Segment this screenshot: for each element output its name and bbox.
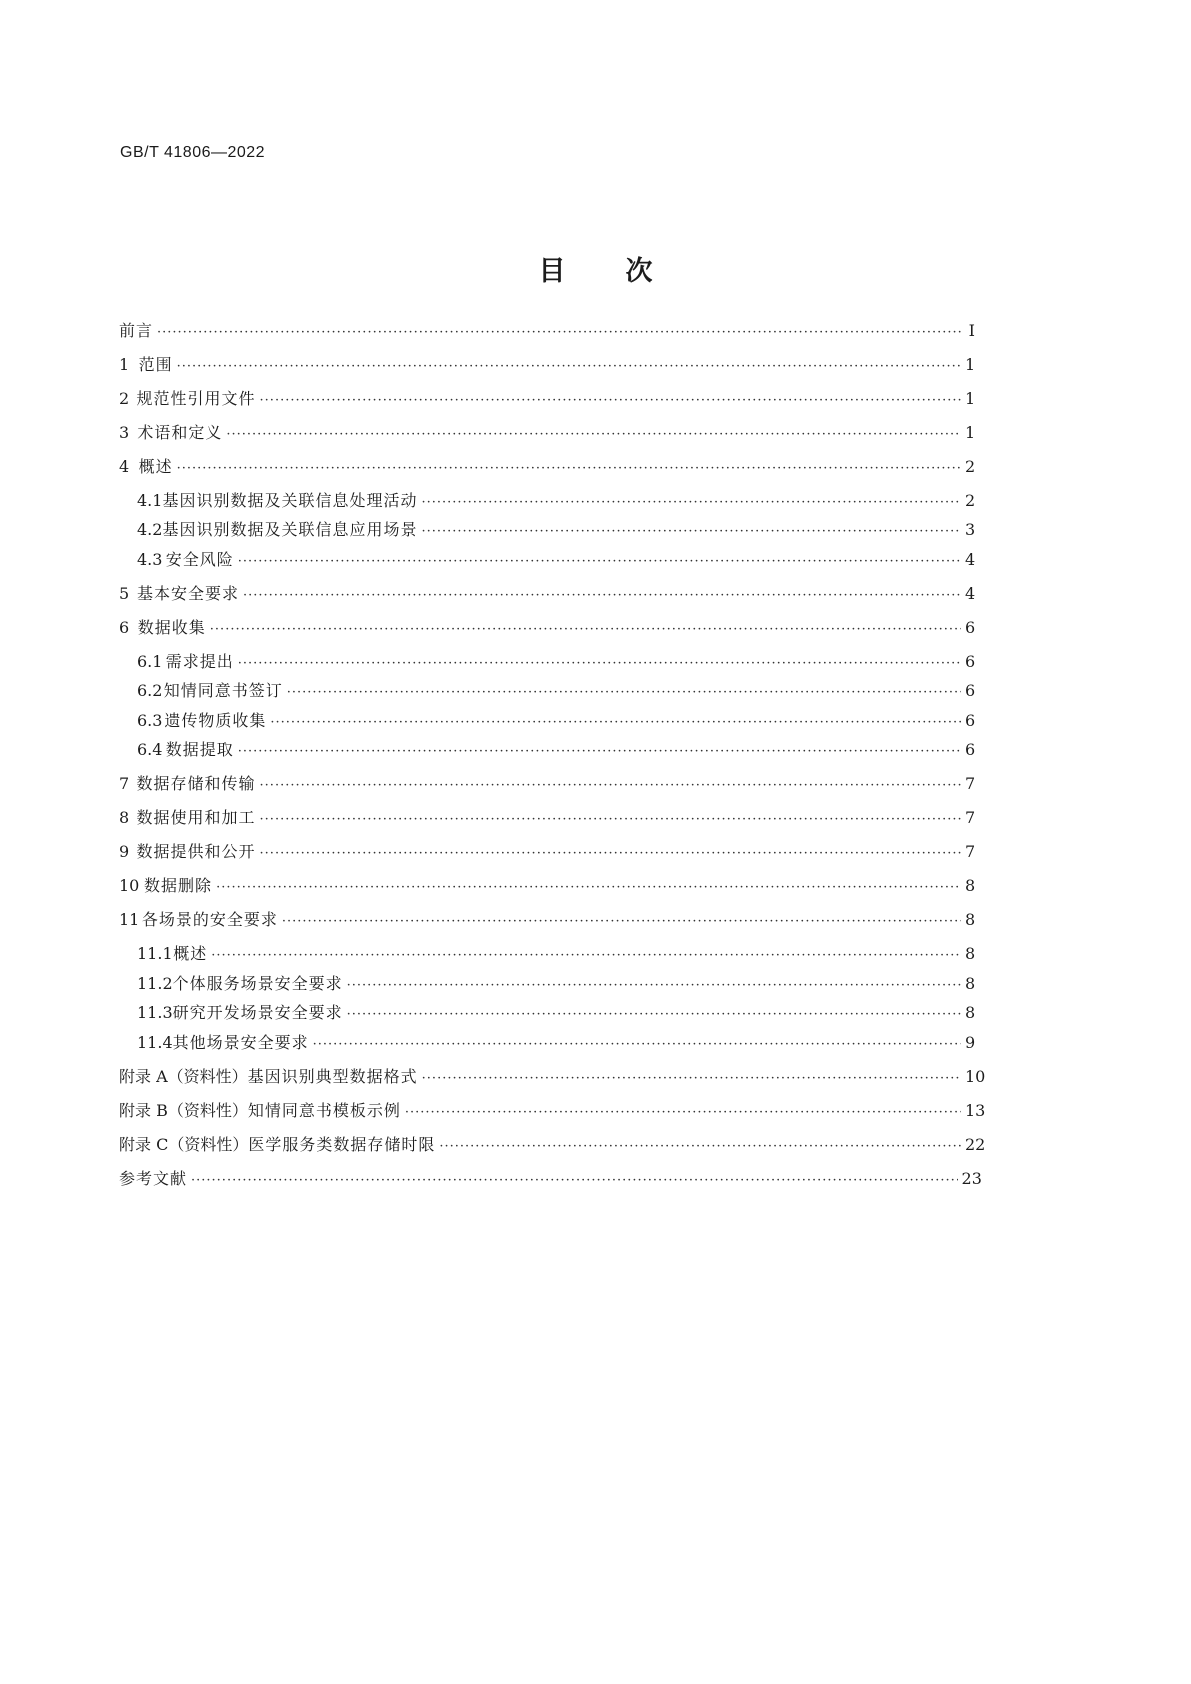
- toc-entry-label: 规范性引用文件: [136, 389, 256, 408]
- toc-entry-page: 3: [965, 520, 976, 539]
- toc-leader-dots: [270, 712, 961, 734]
- toc-entry-number: 7: [119, 774, 130, 793]
- toc-entry-appendix-b[interactable]: [119, 1100, 986, 1122]
- toc-entry-number: 8: [119, 808, 130, 827]
- toc-entry-number: 3: [119, 423, 130, 442]
- toc-entry-3[interactable]: [119, 422, 975, 444]
- toc-entry-number: 4.2: [137, 520, 163, 539]
- toc-leader-dots: [157, 322, 961, 344]
- toc-entry-references[interactable]: [119, 1168, 982, 1190]
- toc-entry-page: 4: [965, 584, 976, 603]
- toc-entry-label: 前言: [119, 321, 154, 340]
- toc-entry-label: 医学服务类数据存储时限: [248, 1135, 436, 1154]
- toc-entry-label: 数据收集: [137, 618, 206, 637]
- toc-entry-label: 数据存储和传输: [136, 774, 256, 793]
- toc-leader-dots: [405, 1102, 961, 1124]
- toc-entry-1[interactable]: [119, 354, 975, 376]
- toc-entry-page: 10: [965, 1067, 986, 1086]
- toc-entry-label: 各场景的安全要求: [141, 910, 278, 929]
- toc-entry-number: 11.2: [137, 974, 173, 993]
- toc-entry-label: 其他场景安全要求: [172, 1033, 309, 1052]
- toc-entry-page: 1: [965, 389, 976, 408]
- toc-entry-9[interactable]: [119, 841, 975, 863]
- toc-entry-number: 11.3: [137, 1003, 173, 1022]
- toc-entry-label: 研究开发场景安全要求: [172, 1003, 343, 1022]
- title-char-2: 次: [625, 256, 653, 287]
- toc-entry-page: Ⅰ: [968, 321, 975, 340]
- toc-entry-page: 1: [965, 423, 976, 442]
- toc-leader-dots: [177, 458, 961, 480]
- toc-entry-page: 22: [965, 1135, 986, 1154]
- toc-leader-dots: [177, 356, 961, 378]
- toc-leader-dots: [421, 492, 961, 514]
- toc-entry-11-1[interactable]: [137, 943, 975, 965]
- toc-entry-label: 知情同意书模板示例: [247, 1101, 401, 1120]
- toc-leader-dots: [439, 1136, 961, 1158]
- toc-entry-page: 2: [965, 491, 976, 510]
- toc-entry-number: 1: [119, 355, 130, 374]
- toc-entry-5[interactable]: [119, 583, 975, 605]
- toc-entry-page: 23: [961, 1169, 982, 1188]
- title-char-1: 目: [538, 256, 566, 287]
- toc-entry-label: 数据使用和加工: [136, 808, 256, 827]
- toc-entry-number: 6: [119, 618, 130, 637]
- toc-leader-dots: [243, 585, 961, 607]
- toc-entry-page: 13: [965, 1101, 986, 1120]
- toc-entry-label: 个体服务场景安全要求: [172, 974, 343, 993]
- standard-code: GB/T 41806—2022: [120, 144, 266, 161]
- toc-entry-page: 4: [965, 550, 976, 569]
- toc-entry-page: 6: [965, 618, 976, 637]
- toc-entry-number: 4.3: [137, 550, 163, 569]
- toc-leader-dots: [347, 975, 961, 997]
- toc-entry-11[interactable]: [119, 909, 975, 931]
- toc-entry-number: 6.1: [137, 652, 163, 671]
- toc-leader-dots: [226, 424, 961, 446]
- toc-entry-label: 安全风险: [165, 550, 234, 569]
- toc-entry-4-2[interactable]: [137, 519, 975, 541]
- toc-leader-dots: [260, 809, 961, 831]
- toc-entry-page: 1: [965, 355, 976, 374]
- toc-entry-label: 数据删除: [144, 876, 213, 895]
- toc-entry-number: 11.1: [137, 944, 173, 963]
- toc-entry-page: 7: [965, 774, 976, 793]
- toc-leader-dots: [238, 741, 961, 763]
- toc-leader-dots: [260, 390, 961, 412]
- toc-entry-label: 范围: [138, 355, 173, 374]
- toc-entry-label: 遗传物质收集: [164, 711, 267, 730]
- toc-entry-page: 6: [965, 740, 976, 759]
- toc-entry-number: 10: [119, 876, 140, 895]
- toc-entry-11-3[interactable]: [137, 1002, 975, 1024]
- toc-entry-page: 7: [965, 842, 976, 861]
- toc-entry-label: 数据提供和公开: [136, 842, 256, 861]
- toc-entry-page: 7: [965, 808, 976, 827]
- toc-entry-number: 6.2: [137, 681, 163, 700]
- toc-entry-appendix-c[interactable]: [119, 1134, 986, 1156]
- toc-entry-4[interactable]: [119, 456, 975, 478]
- toc-leader-dots: [260, 843, 961, 865]
- toc-entry-6-3[interactable]: [137, 710, 975, 732]
- toc-leader-dots: [238, 551, 961, 573]
- toc-entry-appendix-a[interactable]: [119, 1066, 986, 1088]
- toc-entry-page: 8: [965, 1003, 976, 1022]
- toc-entry-number: 附录 B（资料性）: [119, 1101, 248, 1120]
- toc-entry-6-1[interactable]: [137, 651, 975, 673]
- toc-entry-page: 8: [965, 910, 976, 929]
- toc-entry-number: 6.4: [137, 740, 163, 759]
- toc-entry-number: 附录 C（资料性）: [119, 1135, 249, 1154]
- toc-leader-dots: [422, 1068, 961, 1090]
- toc-entry-10[interactable]: [119, 875, 975, 897]
- toc-entry-label: 基因识别数据及关联信息处理活动: [162, 491, 418, 510]
- toc-entry-number: 5: [119, 584, 130, 603]
- toc-entry-label: 基本安全要求: [136, 584, 239, 603]
- toc-entry-6-4[interactable]: [137, 739, 975, 761]
- toc-entry-label: 基因识别数据及关联信息应用场景: [162, 520, 418, 539]
- toc-leader-dots: [260, 775, 961, 797]
- toc-entry-6-2[interactable]: [137, 680, 975, 702]
- toc-entry-number: 11.4: [137, 1033, 173, 1052]
- toc-entry-number: 2: [119, 389, 130, 408]
- toc-entry-page: 8: [965, 944, 976, 963]
- toc-entry-page: 6: [965, 681, 976, 700]
- toc-entry-11-4[interactable]: [137, 1032, 975, 1054]
- toc-leader-dots: [210, 619, 961, 641]
- toc-entry-number: 11: [119, 910, 140, 929]
- toc-entry-label: 概述: [173, 944, 208, 963]
- toc-entry-page: 8: [965, 974, 976, 993]
- toc-entry-label: 概述: [138, 457, 173, 476]
- toc-leader-dots: [282, 911, 961, 933]
- toc-entry-label: 基因识别典型数据格式: [247, 1067, 418, 1086]
- toc-entry-2[interactable]: [119, 388, 975, 410]
- toc-entry-page: 2: [965, 457, 976, 476]
- toc-leader-dots: [287, 682, 961, 704]
- toc-entry-foreword[interactable]: [119, 320, 975, 342]
- toc-leader-dots: [211, 945, 961, 967]
- toc-entry-7[interactable]: [119, 773, 975, 795]
- toc-leader-dots: [238, 653, 961, 675]
- toc-entry-label: 术语和定义: [137, 423, 223, 442]
- toc-leader-dots: [421, 521, 961, 543]
- toc-leader-dots: [216, 877, 961, 899]
- toc-entry-page: 6: [965, 711, 976, 730]
- toc-entry-6[interactable]: [119, 617, 975, 639]
- toc-entry-number: 9: [119, 842, 130, 861]
- toc-entry-11-2[interactable]: [137, 973, 975, 995]
- toc-entry-label: 知情同意书签订: [163, 681, 283, 700]
- toc-entry-label: 参考文献: [119, 1169, 188, 1188]
- toc-entry-number: 6.3: [137, 711, 163, 730]
- toc-entry-8[interactable]: [119, 807, 975, 829]
- toc-entry-number: 4.1: [137, 491, 163, 510]
- toc-leader-dots: [313, 1034, 961, 1056]
- toc-entry-page: 8: [965, 876, 976, 895]
- toc-leader-dots: [347, 1004, 961, 1026]
- toc-entry-label: 数据提取: [165, 740, 234, 759]
- toc-entry-page: 6: [965, 652, 976, 671]
- toc-entry-label: 需求提出: [165, 652, 234, 671]
- toc-entry-4-1[interactable]: [137, 490, 975, 512]
- toc-entry-page: 9: [965, 1033, 976, 1052]
- toc-leader-dots: [191, 1170, 958, 1192]
- toc-entry-number: 4: [119, 457, 130, 476]
- toc-entry-number: 附录 A（资料性）: [119, 1067, 248, 1086]
- toc-entry-4-3[interactable]: [137, 549, 975, 571]
